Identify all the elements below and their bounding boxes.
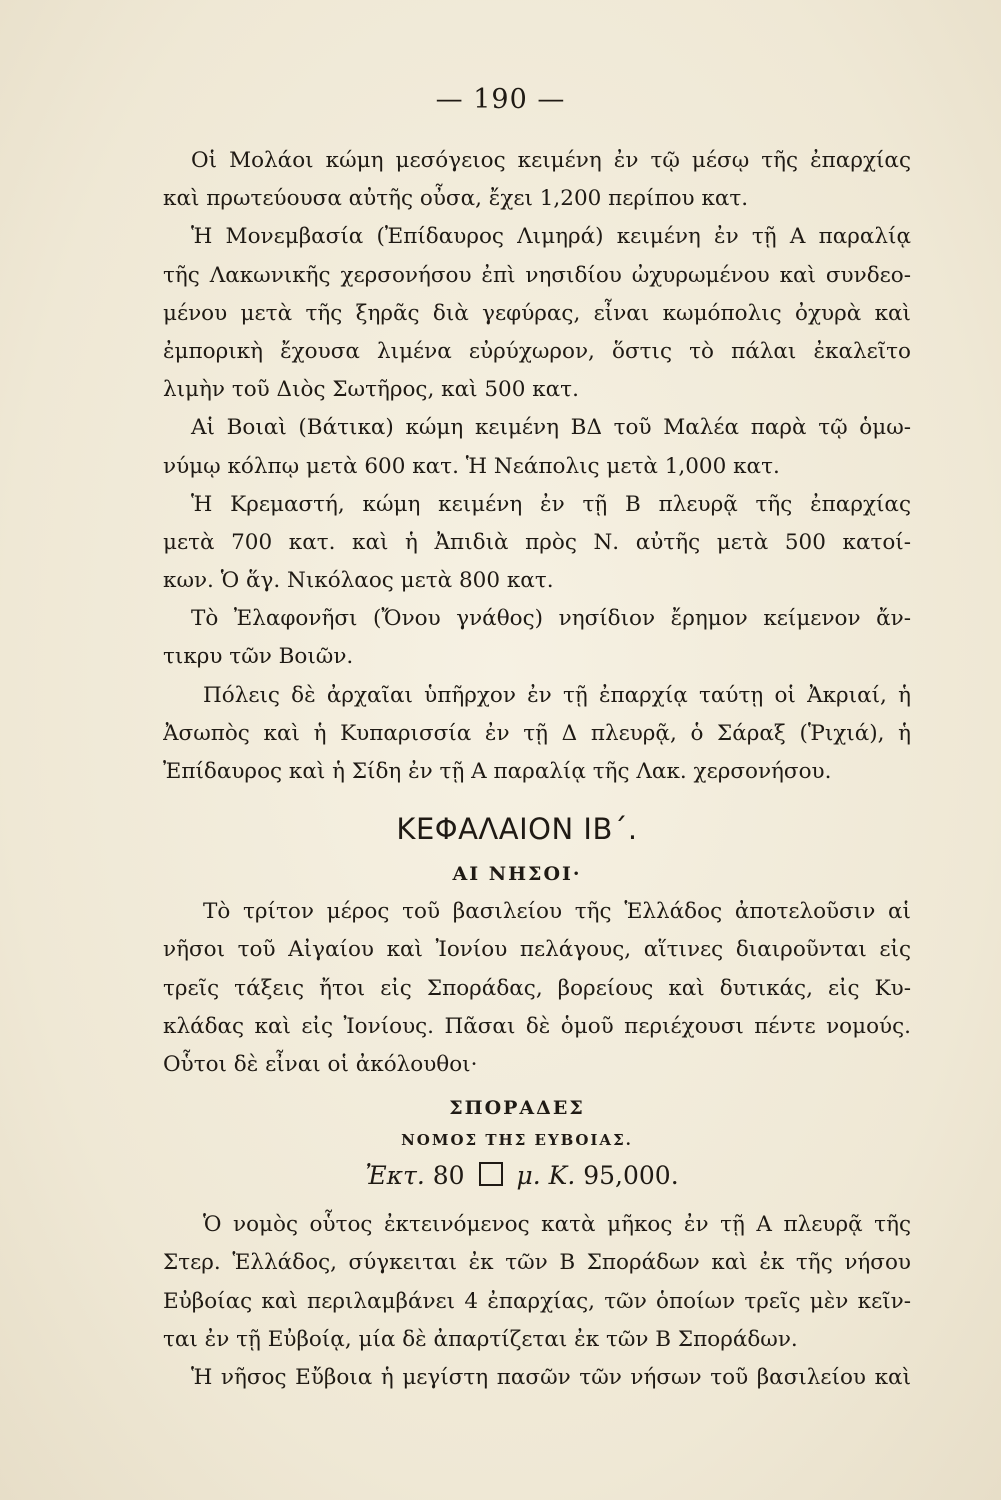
text-line: μετὰ 700 κατ. καὶ ἡ Ἀπιδιὰ πρὸς Ν. αὐτῆς μετὰ 500 κατοί- [163, 529, 911, 555]
text-line: Εὐβοίας καὶ περιλαμβάνει 4 ἐπαρχίας, τῶν ὁποίων τρεῖς μὲν κεῖν- [163, 1288, 911, 1314]
text-line: Πόλεις δὲ ἀρχαῖαι ὑπῆρχον ἐν τῇ ἐπαρχίᾳ ταύτῃ οἱ Ἀκριαί, ἡ [203, 682, 911, 708]
text-line: Στερ. Ἑλλάδος, σύγκειται ἐκ τῶν Β Σποράδων καὶ ἐκ τῆς νήσου [163, 1250, 911, 1276]
text-line: Ἡ Μονεμβασία (Ἐπίδαυρος Λιμηρά) κειμένη ἐν τῇ Α παραλίᾳ [191, 224, 911, 250]
paragraph-voiai [163, 409, 911, 485]
population-value: 95,000. [583, 1161, 679, 1191]
paragraph-ancient-cities [163, 677, 911, 792]
text-line: Ἡ νῆσος Εὔβοια ἡ μεγίστη πασῶν τῶν νήσων τοῦ βασιλείου καὶ [191, 1364, 911, 1390]
nomos-stats [163, 1154, 911, 1198]
text-line: Ἐπίδαυρος καὶ ἡ Σίδη ἐν τῇ Α παραλίᾳ τῆς Λακ. χερσονήσου. [163, 759, 832, 784]
text-line: Τὸ Ἐλαφονῆσι (Ὄνου γνάθος) νησίδιον ἔρημον κείμενον ἄν- [191, 606, 911, 632]
section-title: ΣΠΟΡΑΔΕΣ [449, 1097, 585, 1120]
text-line: τῆς Λακωνικῆς χερσονήσου ἐπὶ νησιδίου ὠχυρωμένου καὶ συνδεο- [163, 262, 911, 288]
paragraph-islands-intro [163, 893, 911, 1084]
text-line: καὶ πρωτεύουσα αὐτῆς οὖσα, ἔχει 1,200 περίπου κατ. [163, 186, 749, 212]
text-line: κλάδας καὶ εἰς Ἰονίους. Πᾶσαι δὲ ὁμοῦ περιέχουσι πέντε νομούς. [163, 1013, 911, 1039]
text-line: Αἱ Βοιαὶ (Βάτικα) κώμη κειμένη ΒΔ τοῦ Μαλέα παρὰ τῷ ὁμω- [191, 415, 911, 441]
text-line: Οὗτοι δὲ εἶναι οἱ ἀκόλουθοι· [163, 1051, 478, 1077]
text-line: μένου μετὰ τῆς ξηρᾶς διὰ γεφύρας, εἶναι κωμόπολις ὀχυρὰ καὶ [163, 300, 911, 326]
paragraph-kremasti [163, 486, 911, 601]
paragraph-elafonisi [163, 600, 911, 676]
text-line: Ἡ Κρεμαστή, κώμη κειμένη ἐν τῇ Β πλευρᾷ τῆς ἐπαρχίας [191, 491, 911, 517]
text-line: Ἀσωπὸς καὶ ἡ Κυπαρισσία ἐν τῇ Δ πλευρᾷ, ὁ Σάραξ (Ῥιχιά), ἡ [163, 720, 911, 746]
paragraph-monemvasia [163, 218, 911, 409]
area-value: 80 [432, 1161, 465, 1191]
text-line: κων. Ὁ ἅγ. Νικόλαος μετὰ 800 κατ. [163, 568, 554, 594]
text-line: τικρυ τῶν Βοιῶν. [163, 644, 354, 670]
text-line: Οἱ Μολάοι κώμη μεσόγειος κειμένη ἐν τῷ μέσῳ τῆς ἐπαρχίας [191, 148, 911, 173]
mile-label: μ. [516, 1161, 541, 1191]
page-body [163, 142, 911, 1397]
paragraph-molaoi [163, 142, 911, 218]
text-line: Ὁ νομὸς οὗτος ἐκτεινόμενος κατὰ μῆκος ἐν τῇ Α πλευρᾷ τῆς [203, 1212, 911, 1238]
text-line: νύμῳ κόλπῳ μετὰ 600 κατ. Ἡ Νεάπολις μετὰ 1,000 κατ. [163, 453, 780, 479]
nomos-title: ΝΟΜΟΣ ΤΗΣ ΕΥΒΟΙΑΣ. [401, 1131, 633, 1150]
text-line: Τὸ τρίτον μέρος τοῦ βασιλείου τῆς Ἑλλάδος ἀποτελοῦσιν αἱ [203, 899, 911, 925]
text-line: νῆσοι τοῦ Αἰγαίου καὶ Ἰονίου πελάγους, αἵτινες διαιροῦνται εἰς [163, 937, 911, 963]
chapter-title: ΚΕΦΑΛΑΙΟΝ ΙΒ΄. [396, 812, 638, 847]
chapter-subtitle: ΑΙ ΝΗΣΟΙ· [452, 863, 582, 886]
paragraph-nomos-description [163, 1206, 911, 1359]
page-number: — 190 — [435, 84, 566, 115]
text-line: ται ἐν τῇ Εὐβοίᾳ, μία δὲ ἀπαρτίζεται ἐκ τῶν Β Σποράδων. [163, 1326, 798, 1352]
population-label: Κ. [548, 1161, 576, 1191]
text-line: ἐμπορικὴ ἔχουσα λιμένα εὐρύχωρον, ὅστις τὸ πάλαι ἐκαλεῖτο [163, 338, 911, 364]
text-line: τρεῖς τάξεις ἤτοι εἰς Σποράδας, βορείους καὶ δυτικάς, εἰς Κυ- [163, 975, 911, 1001]
square-unit-icon [479, 1162, 503, 1186]
paragraph-evia [163, 1359, 911, 1397]
text-line: λιμὴν τοῦ Διὸς Σωτῆρος, καὶ 500 κατ. [163, 377, 579, 403]
area-label: Ἐκτ. [365, 1161, 425, 1191]
